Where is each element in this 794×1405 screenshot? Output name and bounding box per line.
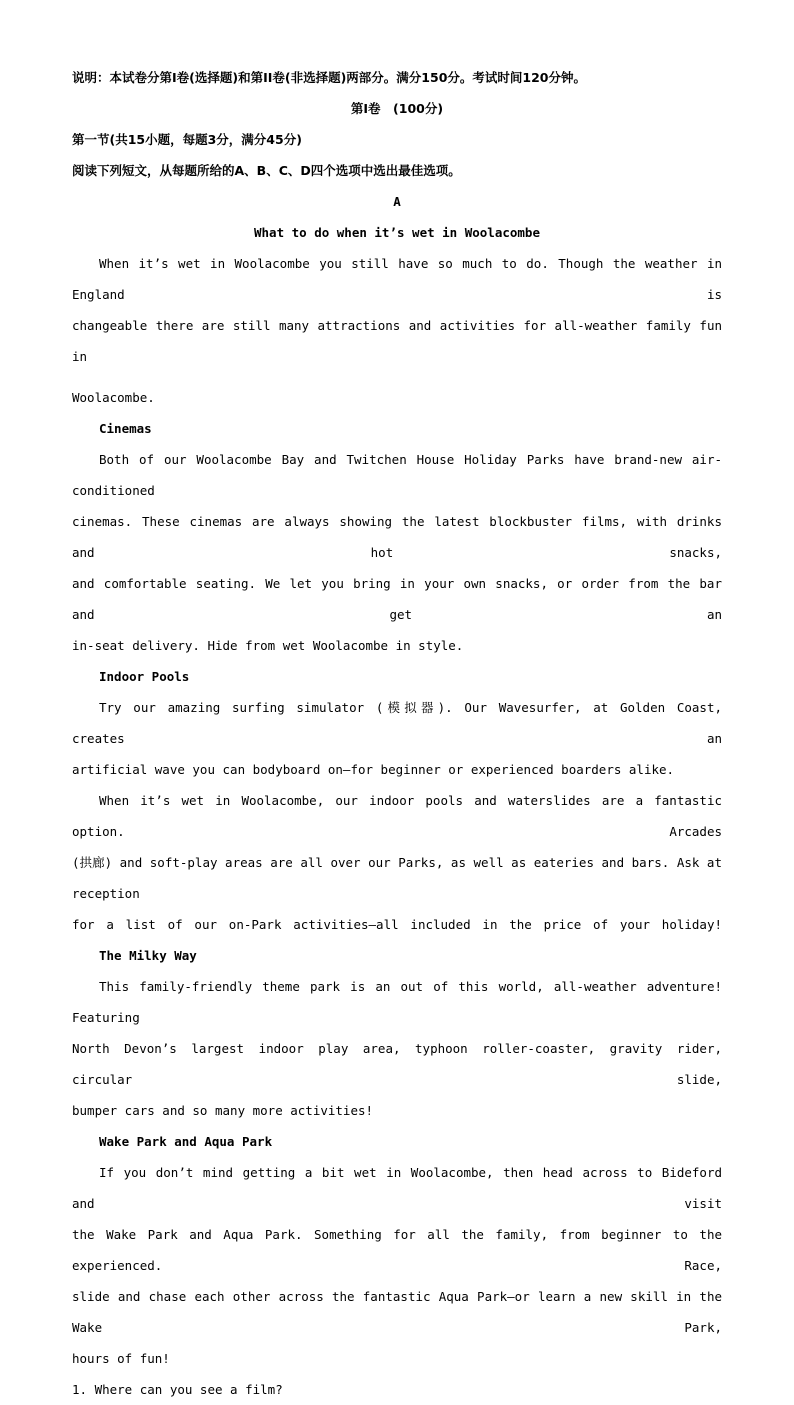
section-heading-indoor-pools: Indoor Pools [99,669,190,684]
passage-title: What to do when it’s wet in Woolacombe [254,225,540,240]
paragraph-line: the Wake Park and Aqua Park. Something for all the family, from beginner to the experienced. Race, [72,1227,722,1273]
paragraph-line: Both of our Woolacombe Bay and Twitchen House Holiday Parks have brand-new air-conditioned [72,452,722,498]
paragraph-line: When it’s wet in Woolacombe you still have so much to do. Though the weather in England is [72,256,722,302]
paragraph-line: hours of fun! [72,1351,170,1366]
paragraph-line: and comfortable seating. We let you bring in your own snacks, or order from the bar and get an [72,576,722,622]
section-heading-cinemas: Cinemas [99,421,152,436]
paragraph-line: cinemas. These cinemas are always showing the latest blockbuster films, with drinks and hot snacks, [72,514,722,560]
paragraph-line: in-seat delivery. Hide from wet Woolacombe in style. [72,638,464,653]
indoor-pools-paragraph-2 [72,785,722,940]
paragraph-line: North Devon’s largest indoor play area, typhoon roller-coaster, gravity rider, circular slide, [72,1041,722,1087]
cinemas-paragraph [72,444,722,661]
intro-paragraph [72,248,722,413]
paragraph-line: (拱廊) and soft-play areas are all over our Parks, as well as eateries and bars. Ask at reception [72,855,722,901]
section-heading-milky-way: The Milky Way [99,948,197,963]
reading-directions: 阅读下列短文，从每题所给的A、B、C、D四个选项中选出最佳选项。 [72,163,461,178]
paragraph-line: for a list of our on-Park activities—all included in the price of your holiday! [72,917,722,932]
paragraph-line: This family-friendly theme park is an out of this world, all-weather adventure! Featuring [72,979,722,1025]
question-1: 1. Where can you see a film? [72,1382,283,1397]
milky-way-paragraph [72,971,722,1126]
paragraph-line: When it’s wet in Woolacombe, our indoor pools and waterslides are a fantastic option. Arcades [72,793,722,839]
paragraph-line: Woolacombe. [72,390,155,405]
volume-title: 第Ⅰ卷 (100分) [350,101,444,116]
paragraph-line: changeable there are still many attractions and activities for all-weather family fun in [72,318,722,364]
wake-park-paragraph [72,1157,722,1374]
indoor-pools-paragraph-1 [72,692,722,785]
passage-letter: A [393,194,401,209]
paragraph-line: Try our amazing surfing simulator (模拟器). Our Wavesurfer, at Golden Coast, creates an [72,700,722,746]
paragraph-line: If you don’t mind getting a bit wet in Woolacombe, then head across to Bideford and visit [72,1165,722,1211]
section-title: 第一节(共15小题，每题3分，满分45分) [72,132,302,147]
paragraph-line: slide and chase each other across the fantastic Aqua Park—or learn a new skill in the Wake Park, [72,1289,722,1335]
exam-instructions: 说明：本试卷分第Ⅰ卷(选择题)和第II卷(非选择题)两部分。满分150分。考试时间120分钟。 [72,70,586,85]
section-heading-wake-park: Wake Park and Aqua Park [99,1134,273,1149]
exam-page [72,62,722,1405]
paragraph-line: artificial wave you can bodyboard on—for beginner or experienced boarders alike. [72,762,675,777]
paragraph-line: bumper cars and so many more activities! [72,1103,374,1118]
